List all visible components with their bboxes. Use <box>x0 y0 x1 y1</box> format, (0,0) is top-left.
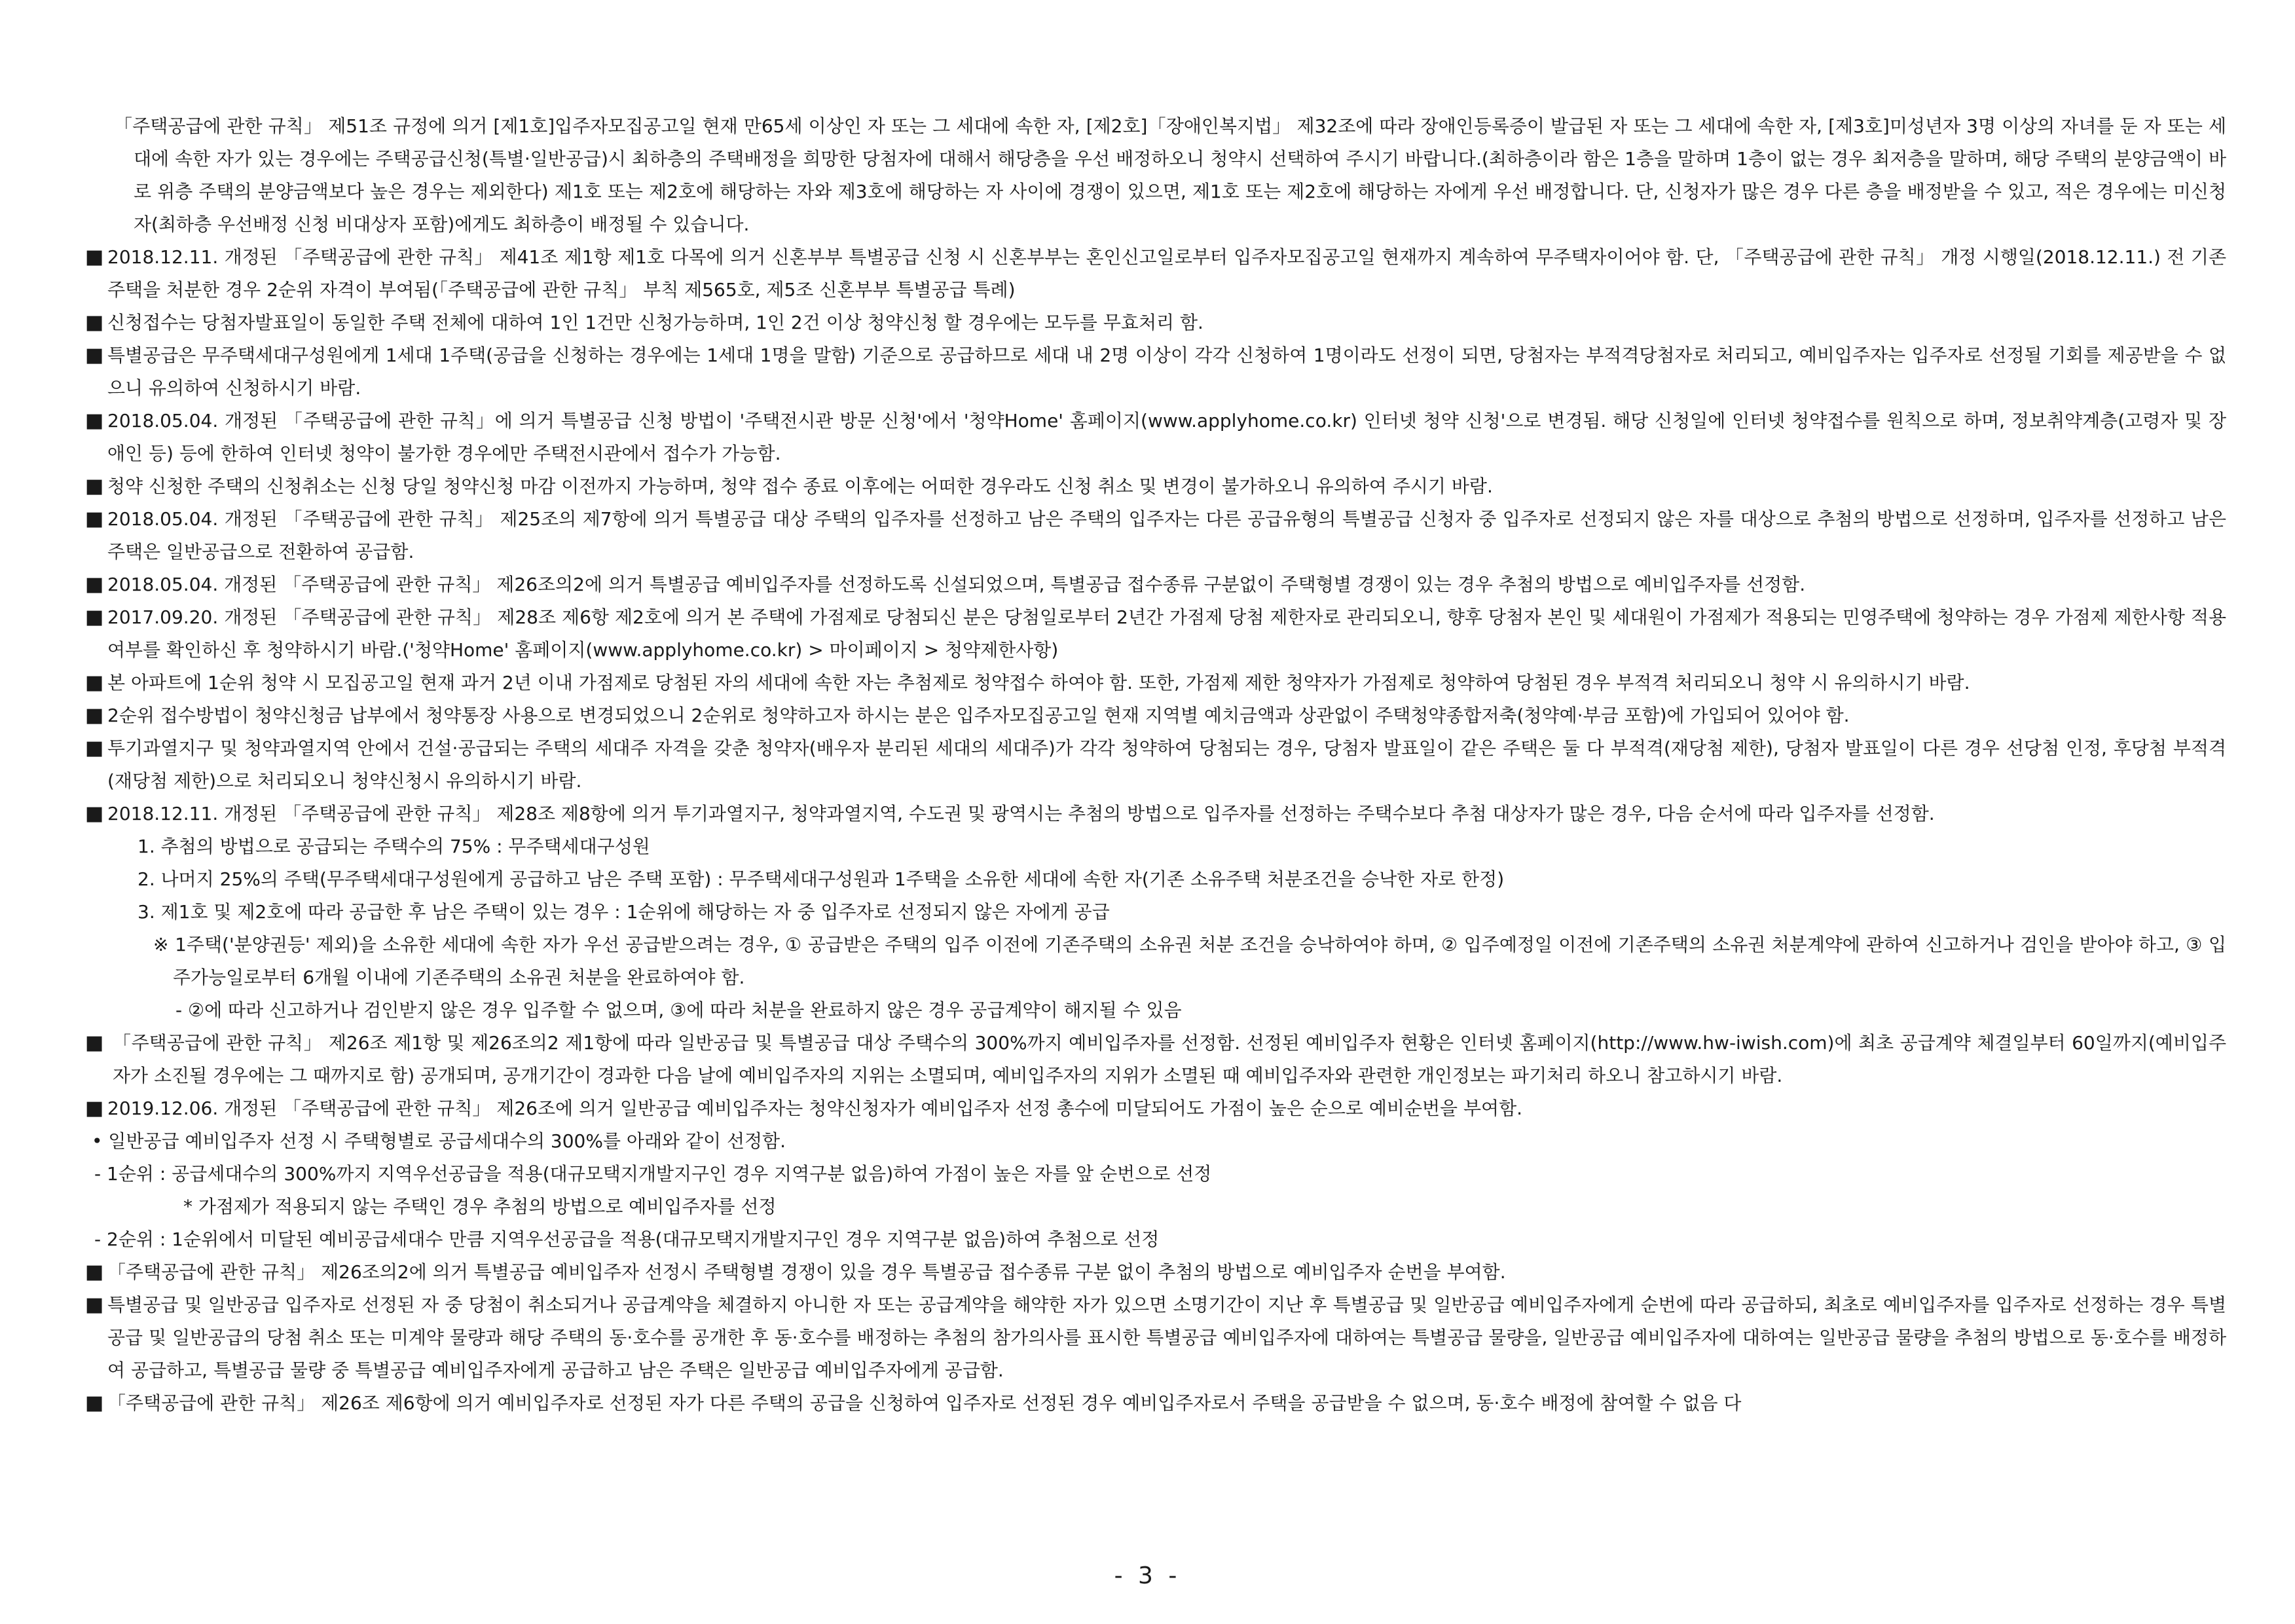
reserve-order-rank2: - 2순위 : 1순위에서 미달된 예비공급세대수 만큼 지역우선공급을 적용(대규모택지개발지구인 경우 지역구분 없음)하여 추첨으로 선정 <box>94 1228 1160 1250</box>
last-paragraph: 「주택공급에 관한 규칙」 제26조 제6항에 의거 예비입주자로 선정된 자가 다른 주택의 공급을 신청하여 입주자로 선정된 경우 예비입주자로서 주택을 공급받을 수 없으며, 동·호수 배정에 참여할 수 없음 다 <box>107 1392 1742 1414</box>
bullet-icon: ■ <box>85 475 104 498</box>
reserve-order-dot: • 일반공급 예비입주자 선정 시 주택형별로 공급세대수의 300%를 아래와 같이 선정함. <box>92 1130 786 1152</box>
bullet-icon: ■ <box>85 1031 104 1054</box>
lottery-sub-note: - ②에 따라 신고하거나 검인받지 않은 경우 입주할 수 없으며, ③에 따라 처분을 완료하지 않은 경우 공급계약이 해지될 수 있음 <box>175 999 1182 1021</box>
bullet-item-lottery <box>85 798 2226 1027</box>
bullet-icon: ■ <box>85 246 104 268</box>
bullet-item <box>85 503 2226 568</box>
lottery-lead: 2018.12.11. 개정된 「주택공급에 관한 규칙」 제28조 제8항에 의거 투기과열지구, 청약과열지역, 수도권 및 광역시는 추첨의 방법으로 입주자를 선정하는 주택수보다 추첨 대상자가 많은 경우, 다음 순서에 따라 입주자를 선정함. <box>107 803 1935 824</box>
bullet-icon: ■ <box>85 737 104 760</box>
lottery-note: ※ 1주택('분양권등' 제외)을 소유한 세대에 속한 자가 우선 공급받으려는 경우, ① 공급받은 주택의 입주 이전에 기존주택의 소유권 처분 조건을 승낙하여야 하며, ② 입주예정일 이전에 기존주택의 소유권 처분계약에 관하여 신고하거나 검인을 받아야 하고, ③ 입주가능일로부터 6개월 이내에 기존주택의 소유권 처분을 완료하여야 함. <box>153 934 2226 988</box>
bullet-icon: ■ <box>85 573 104 596</box>
bullet-item-text: 2018.12.11. 개정된 「주택공급에 관한 규칙」 제41조 제1항 제1호 다목에 의거 신혼부부 특별공급 신청 시 신혼부부는 혼인신고일로부터 입주자모집공고일 현재까지 계속하여 무주택자이어야 함. 단, 「주택공급에 관한 규칙」 개정 시행일(2018.12.11.) 전 기존주택을 처분한 경우 2순위 자격이 부여됨(「주택공급에 관한 규칙」 부칙 제565호, 제5조 신혼부부 특별공급 특례) <box>107 246 2226 301</box>
bullet-item-last <box>85 1387 2226 1420</box>
bullet-item <box>85 470 2226 503</box>
bullet-icon: ■ <box>85 606 104 629</box>
bullet-item <box>85 405 2226 470</box>
reserve-order-lead: 2019.12.06. 개정된 「주택공급에 관한 규칙」 제26조에 의거 일반공급 예비입주자는 청약신청자가 예비입주자 선정 총수에 미달되어도 가점이 높은 순으로 예비순번을 부여함. <box>107 1098 1523 1119</box>
special-reserve-paragraph: 「주택공급에 관한 규칙」 제26조의2에 의거 특별공급 예비입주자 선정시 주택형별 경쟁이 있을 경우 특별공급 접수종류 구분 없이 추첨의 방법으로 예비입주자 순번을 부여함. <box>107 1261 1506 1283</box>
bullet-icon: ■ <box>85 802 104 825</box>
bullet-item <box>85 241 2226 306</box>
bullet-icon: ■ <box>85 1097 104 1120</box>
bullet-item-text: 청약 신청한 주택의 신청취소는 신청 당일 청약신청 마감 이전까지 가능하며, 청약 접수 종료 이후에는 어떠한 경우라도 신청 취소 및 변경이 불가하오니 유의하여 주시기 바람. <box>107 475 1493 497</box>
bullet-icon: ■ <box>85 409 104 432</box>
bullet-icon: ■ <box>85 344 104 367</box>
bullet-icon: ■ <box>85 311 104 334</box>
bullet-item-reserve-order <box>85 1092 2226 1125</box>
bullet-icon: ■ <box>85 671 104 694</box>
page-number: - 3 - <box>1114 1562 1181 1589</box>
bullet-item-text: 2017.09.20. 개정된 「주택공급에 관한 규칙」 제28조 제6항 제2호에 의거 본 주택에 가점제로 당첨되신 분은 당첨일로부터 2년간 가점제 당첨 제한자로 관리되오니, 향후 당첨자 본인 및 세대원이 가점제가 적용되는 민영주택에 청약하는 경우 가점제 제한사항 적용여부를 확인하신 후 청약하시기 바람.('청약Home' 홈페이지(www.applyhome.co.kr) > 마이페이지 > 청약제한사항) <box>107 606 2226 661</box>
bullet-item-text: 2018.05.04. 개정된 「주택공급에 관한 규칙」에 의거 특별공급 신청 방법이 '주택전시관 방문 신청'에서 '청약Home' 홈페이지(www.applyhome.co.kr) 인터넷 청약 신청'으로 변경됨. 해당 신청일에 인터넷 청약접수를 원칙으로 하며, 정보취약계층(고령자 및 장애인 등) 등에 한하여 인터넷 청약이 불가한 경우에만 주택전시관에서 접수가 가능함. <box>107 410 2226 464</box>
bullet-icon: ■ <box>85 704 104 727</box>
bullet-item <box>85 732 2226 798</box>
bullet-item-text: 본 아파트에 1순위 청약 시 모집공고일 현재 과거 2년 이내 가점제로 당첨된 자의 세대에 속한 자는 추첨제로 청약접수 하여야 함. 또한, 가점제 제한 청약자가 가점제로 청약하여 당첨된 경우 부적격 처리되오니 청약 시 유의하시기 바람. <box>107 672 1970 693</box>
bullet-item-text: 특별공급은 무주택세대구성원에게 1세대 1주택(공급을 신청하는 경우에는 1세대 1명을 말함) 기준으로 공급하므로 세대 내 2명 이상이 각각 신청하여 1명이라도 선정이 되면, 당첨자는 부적격당첨자로 처리되고, 예비입주자는 입주자로 선정될 기회를 제공받을 수 없으니 유의하여 신청하시기 바람. <box>107 344 2226 399</box>
bullet-item <box>85 601 2226 667</box>
bullet-item-special-reserve <box>85 1256 2226 1289</box>
intro-paragraph: 「주택공급에 관한 규칙」 제51조 규정에 의거 [제1호]입주자모집공고일 현재 만65세 이상인 자 또는 그 세대에 속한 자, [제2호]「장애인복지법」 제32조에 따라 장애인등록증이 발급된 자 또는 그 세대에 속한 자, [제3호]미성년자 3명 이상의 자녀를 둔 자 또는 세대에 속한 자가 있는 경우에는 주택공급신청(특별·일반공급)시 최하층의 주택배정을 희망한 당첨자에 대해서 해당층을 우선 배정하오니 청약시 선택하여 주시기 바랍니다.(최하층이라 함은 1층을 말하며 1층이 없는 경우 최저층을 말하며, 해당 주택의 분양금액이 바로 위층 주택의 분양금액보다 높은 경우는 제외한다) 제1호 또는 제2호에 해당하는 자와 제3호에 해당하는 자 사이에 경쟁이 있으면, 제1호 또는 제2호에 해당하는 자에게 우선 배정합니다. 단, 신청자가 많은 경우 다른 층을 배정받을 수 있고, 적은 경우에는 미신청자(최하층 우선배정 신청 비대상자 포함)에게도 최하층이 배정될 수 있습니다. <box>114 115 2226 235</box>
bullet-item-text: 2순위 접수방법이 청약신청금 납부에서 청약통장 사용으로 변경되었으니 2순위로 청약하고자 하시는 분은 입주자모집공고일 현재 지역별 예치금액과 상관없이 주택청약종합저축(청약예·부금 포함)에 가입되어 있어야 함. <box>107 705 1850 726</box>
bullet-item-text: 2018.05.04. 개정된 「주택공급에 관한 규칙」 제26조의2에 의거 특별공급 예비입주자를 선정하도록 신설되었으며, 특별공급 접수종류 구분없이 주택형별 경쟁이 있는 경우 추첨의 방법으로 예비입주자를 선정함. <box>107 574 1806 595</box>
bullet-item-text: 투기과열지구 및 청약과열지역 안에서 건설·공급되는 주택의 세대주 자격을 갖춘 청약자(배우자 분리된 세대의 세대주)가 각각 청약하여 당첨되는 경우, 당첨자 발표일이 같은 주택은 둘 다 부적격(재당첨 제한), 당첨자 발표일이 다른 경우 선당첨 인정, 후당첨 부적격(재당첨 제한)으로 처리되오니 청약신청시 유의하시기 바람. <box>107 737 2226 792</box>
reserve-order-rank1: - 1순위 : 공급세대수의 300%까지 지역우선공급을 적용(대규모택지개발지구인 경우 지역구분 없음)하여 가점이 높은 자를 앞 순번으로 선정 <box>94 1163 1212 1185</box>
bullet-icon: ■ <box>85 1261 104 1283</box>
lottery-step-2: 2. 나머지 25%의 주택(무주택세대구성원에게 공급하고 남은 주택 포함) : 무주택세대구성원과 1주택을 소유한 세대에 속한 자(기존 소유주택 처분조건을 승낙한 자로 한정) <box>138 868 1505 890</box>
lottery-step-3: 3. 제1호 및 제2호에 따라 공급한 후 남은 주택이 있는 경우 : 1순위에 해당하는 자 중 입주자로 선정되지 않은 자에게 공급 <box>138 901 1110 923</box>
bullet-icon: ■ <box>85 507 104 530</box>
bullet-item-reserve <box>85 1027 2226 1092</box>
reserve-order-rank1-note: * 가점제가 적용되지 않는 주택인 경우 추첨의 방법으로 예비입주자를 선정 <box>183 1196 777 1217</box>
lottery-step-1: 1. 추첨의 방법으로 공급되는 주택수의 75% : 무주택세대구성원 <box>138 836 650 857</box>
bullet-item <box>85 699 2226 732</box>
bullet-item <box>85 568 2226 601</box>
bullet-item-cancel-supply <box>85 1289 2226 1387</box>
bullet-item <box>85 667 2226 699</box>
bullet-icon: ■ <box>85 1392 104 1414</box>
cancel-supply-paragraph: 특별공급 및 일반공급 입주자로 선정된 자 중 당첨이 취소되거나 공급계약을 체결하지 아니한 자 또는 공급계약을 해약한 자가 있으면 소명기간이 지난 후 특별공급 및 일반공급 예비입주자에게 순번에 따라 공급하되, 최초로 예비입주자를 입주자로 선정하는 경우 특별공급 및 일반공급의 당첨 취소 또는 미계약 물량과 해당 주택의 동·호수를 공개한 후 동·호수를 배정하는 추첨의 참가의사를 표시한 특별공급 예비입주자에 대하여는 특별공급 물량을, 일반공급 예비입주자에 대하여는 일반공급 물량을 추첨의 방법으로 동·호수를 배정하여 공급하고, 특별공급 물량 중 특별공급 예비입주자에게 공급하고 남은 주택은 일반공급 예비입주자에게 공급함. <box>107 1294 2226 1381</box>
document-body <box>85 110 2226 1420</box>
bullet-item-text: 2018.05.04. 개정된 「주택공급에 관한 규칙」 제25조의 제7항에 의거 특별공급 대상 주택의 입주자를 선정하고 남은 주택의 입주자는 다른 공급유형의 특별공급 신청자 중 입주자로 선정되지 않은 자를 대상으로 추첨의 방법으로 선정하며, 입주자를 선정하고 남은 주택은 일반공급으로 전환하여 공급함. <box>107 508 2227 563</box>
bullet-item <box>85 306 2226 339</box>
bullet-icon: ■ <box>85 1293 104 1316</box>
reserve-paragraph: 「주택공급에 관한 규칙」 제26조 제1항 및 제26조의2 제1항에 따라 일반공급 및 특별공급 대상 주택수의 300%까지 예비입주자를 선정함. 선정된 예비입주자 현황은 인터넷 홈페이지(http://www.hw-iwish.com)에 최초 공급계약 체결일부터 60일까지(예비입주자가 소진될 경우에는 그 때까지로 함) 공개되며, 공개기간이 경과한 다음 날에 예비입주자의 지위는 소멸되며, 예비입주자의 지위가 소멸된 때 예비입주자와 관련한 개인정보는 파기처리 하오니 참고하시기 바람. <box>113 1032 2226 1086</box>
bullet-item <box>85 339 2226 405</box>
bullet-item-text: 신청접수는 당첨자발표일이 동일한 주택 전체에 대하여 1인 1건만 신청가능하며, 1인 2건 이상 청약신청 할 경우에는 모두를 무효처리 함. <box>107 312 1203 333</box>
bullet-list <box>85 241 2226 798</box>
